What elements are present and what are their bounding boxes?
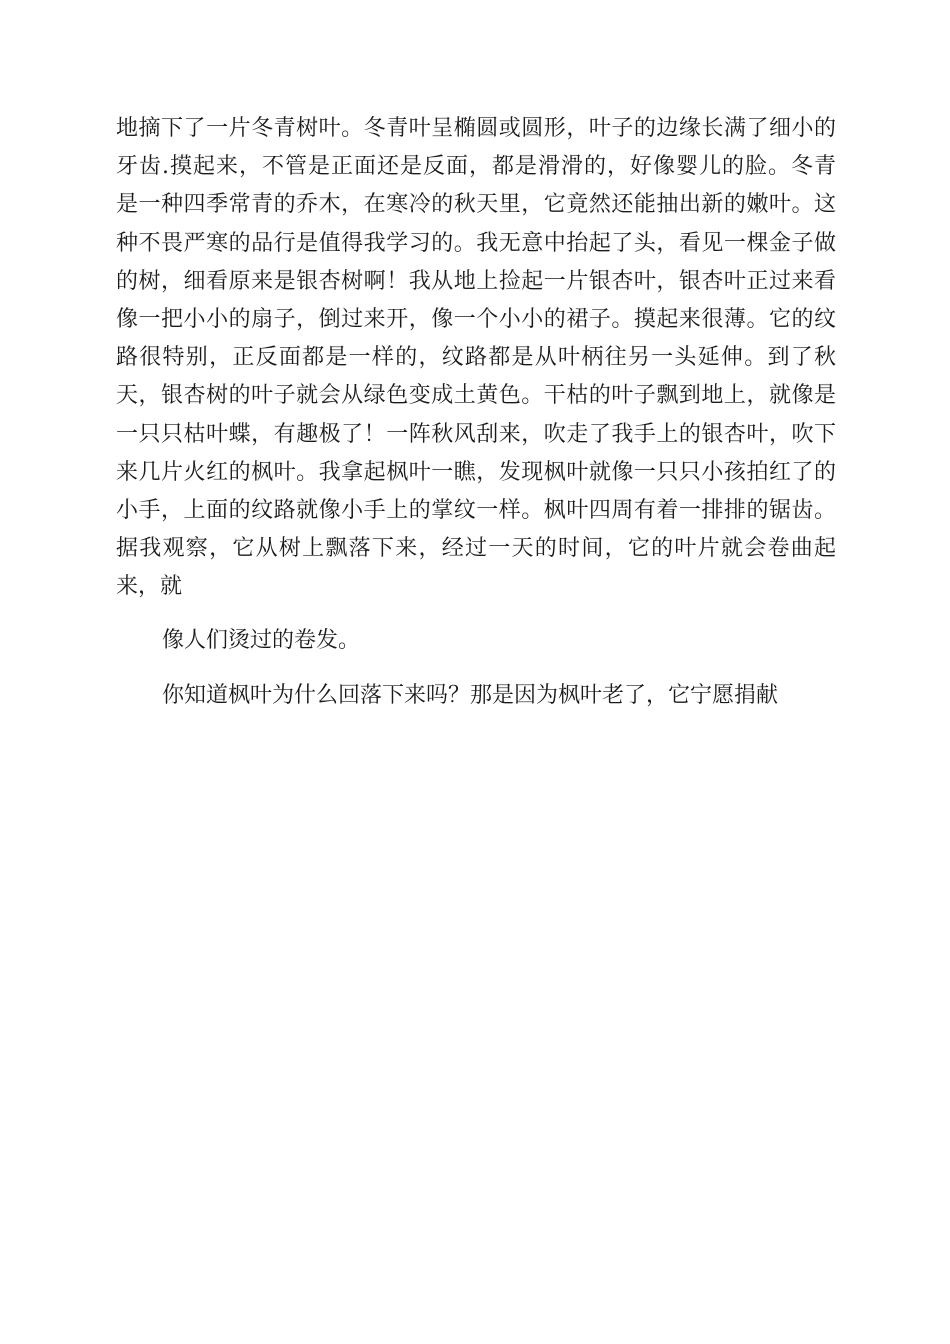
text-line: 小手，上面的纹路就像小手上的掌纹一样。枫叶四周有着一排排的锯齿。 (116, 497, 836, 523)
text-line: 的树，细看原来是银杏树啊！我从地上捡起一片银杏叶，银杏叶正过来看 (116, 268, 836, 294)
text-line: 一只只枯叶蝶，有趣极了！一阵秋风刮来，吹走了我手上的银杏叶，吹下 (116, 421, 836, 447)
text-line: 天，银杏树的叶子就会从绿色变成土黄色。干枯的叶子飘到地上，就像是 (116, 383, 836, 409)
text-line: 地摘下了一片冬青树叶。冬青叶呈椭圆或圆形，叶子的边缘长满了细小的 (116, 116, 836, 141)
paragraph-main (116, 110, 836, 606)
text-line: 来，就 (116, 574, 183, 600)
text-line: 是一种四季常青的乔木，在寒冷的秋天里，它竟然还能抽出新的嫩叶。这 (116, 192, 836, 218)
text-line: 路很特别，正反面都是一样的，纹路都是从叶柄往另一头延伸。到了秋 (116, 345, 836, 371)
text-line: 种不畏严寒的品行是值得我学习的。我无意中抬起了头，看见一棵金子做 (116, 230, 836, 256)
text-line: 像一把小小的扇子，倒过来开，像一个小小的裙子。摸起来很薄。它的纹 (116, 306, 836, 332)
text-line: 牙齿.摸起来，不管是正面还是反面，都是滑滑的，好像婴儿的脸。冬青 (116, 154, 836, 180)
text-line: 据我观察，它从树上飘落下来，经过一天的时间，它的叶片就会卷曲起 (116, 536, 836, 562)
text-line: 来几片火红的枫叶。我拿起枫叶一瞧，发现枫叶就像一只只小孩拍红了的 (116, 459, 836, 485)
paragraph-maple-question: 你知道枫叶为什么回落下来吗？那是因为枫叶老了，它宁愿捐献 (162, 683, 779, 708)
paragraph-curly-hair: 像人们烫过的卷发。 (162, 628, 361, 653)
